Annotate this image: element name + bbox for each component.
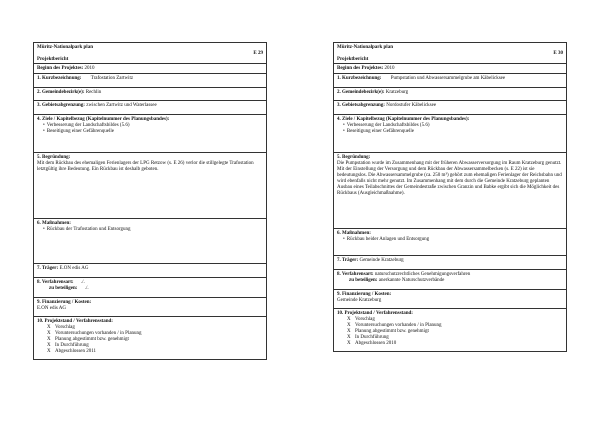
report-label: Projektbericht (337, 57, 369, 62)
project-start: Beginn des Projektes: 2010 (334, 63, 566, 73)
financing: E.ON edis AG (37, 306, 67, 311)
short-name: Pumpstation und Abwassersammelgrube am Käbelicksee (390, 76, 506, 81)
goal-item: • Verbesserung der Landschaftsbildes (5.6) (343, 123, 563, 129)
participants: ./. (84, 286, 89, 291)
section-3: 3. Gebietsabgrenzung: Nordostufer Käbelicksee (334, 100, 566, 114)
status-item: X In Durchführung (47, 343, 89, 348)
sheet-header (34, 43, 266, 63)
section-6: 6. Maßnahmen: • Rückbau der Trafostation und Entsorgung (34, 218, 266, 263)
goal-item: • Beseitigung einer Gefährenquelle (43, 129, 263, 135)
status-item: X Abgeschlossen 2010 (347, 341, 397, 346)
status-item: X Voruntersuchungen vorhanden / in Planung (47, 331, 142, 336)
section-5: 5. Begründung: Die Pumpstation wurde im Zusammenhang mit der früheren Abwasserversorgung im Raum Kratzeburg genutzt. Mit der Einstellung der Versorgung und dem Rückbau der Abwassersammelbecken (s. E 22) ist sie bedeutungslos. Die Abwassersammelgrube (ca. 250 m³) gehört zum ehemaligen Ferienlager der Reichsbahn und wird ebenfalls nicht mehr genutzt. Im Zusammenhang mit dem durch die Gemeinde Kratzeburg geplanten Ausbau eines Teilabschnittes der Gemeindestraße zwischen Granzin und Babke ergibt sich die Möglichkeit des Rückbaus (Ausgleichmaßnahme). (334, 152, 566, 228)
section-7: 7. Träger: E.ON edis AG (34, 263, 266, 277)
start-year: 2010 (84, 66, 95, 71)
status-item: X Abgeschlossen 2011 (47, 349, 97, 354)
status-item: X In Durchführung (347, 335, 389, 340)
sheet-header (334, 43, 566, 63)
procedure-type: ./. (80, 280, 85, 285)
area-boundary: zwischen Zartwitz und Waterlassee (86, 103, 157, 108)
section-8: 8. Verfahrensart: naturschutzrechtliches Genehmigungsverfahren zu beteiligen: anerkannte Naturschutzverbände (334, 269, 566, 289)
status-item: X Voruntersuchungen vorhanden / in Planung (347, 323, 442, 328)
section-2: 2. Gemeindebezirk(e): Rechlin (34, 87, 266, 100)
status-item: X Vorschlag (347, 317, 375, 322)
sponsor: Gemeinde Kratzeburg (359, 258, 404, 263)
section-8: 8. Verfahrensart: ./. zu beteiligen: ./. (34, 277, 266, 297)
section-10: 10. Projektstand / Verfahrensstand: X Vorschlag X Voruntersuchungen vorhanden / in Planung X Planung abgestimmt bzw. genehmigt X In Durchführung X Abgeschlossen 2011 (34, 316, 266, 359)
measure-item: • Rückbau der Trafostation und Entsorgung (43, 227, 263, 233)
goal-item: • Verbesserung der Landschaftsbildes (5.6) (43, 123, 263, 129)
project-sheet-e30 (333, 42, 567, 352)
measure-item: • Rückbau beider Anlagen und Entsorgung (343, 237, 563, 243)
section-3: 3. Gebietsabgrenzung: zwischen Zartwitz und Waterlassee (34, 100, 266, 114)
section-1: 1. Kurzbezeichnung: Pumpstation und Abwassersammelgrube am Käbelicksee (334, 73, 566, 87)
participants: anerkannte Naturschutzverbände (378, 278, 445, 283)
area-boundary: Nordostufer Käbelicksee (386, 103, 437, 108)
sheet-number: E 30 (553, 51, 563, 56)
project-sheet-e29 (33, 42, 267, 360)
financing: Gemeinde Kratzeburg (337, 298, 382, 303)
report-label: Projektbericht (37, 57, 69, 62)
section-9: 9. Finanzierung / Kosten: Gemeinde Kratzeburg (334, 289, 566, 308)
justification-text: Die Pumpstation wurde im Zusammenhang mit der früheren Abwasserversorgung im Raum Kratzeburg genutzt. Mit der Einstellung der Versorgung und dem Rückbau der Abwassersammelbecken (s. E 22) ist sie bedeutungslos. Die Abwassersammelgrube (ca. 250 m³) gehört zum ehemaligen Ferienlager der Reichsbahn und wird ebenfalls nicht mehr genutzt. Im Zusammenhang mit dem durch die Gemeinde Kratzeburg geplanten Ausbau eines Teilabschnittes der Gemeindestraße zwischen Granzin und Babke ergibt sich die Möglichkeit des Rückbaus (Ausgleichmaßnahme). (337, 161, 562, 196)
sheet-number: E 29 (253, 51, 263, 56)
org-title: Müritz-Nationalpark plan (37, 45, 93, 50)
municipality: Rechlin (85, 90, 102, 95)
status-item: X Vorschlag (47, 325, 75, 330)
org-title: Müritz-Nationalpark plan (337, 45, 393, 50)
sponsor: E.ON edis AG (59, 266, 89, 271)
procedure-type: naturschutzrechtliches Genehmigungsverfahren (374, 272, 471, 277)
start-year: 2010 (384, 66, 395, 71)
section-2: 2. Gemeindebezirk(e): Kratzeburg (334, 87, 566, 100)
project-start: Beginn des Projektes: 2010 (34, 63, 266, 73)
section-1: 1. Kurzbezeichnung: Trafostation Zartwitz (34, 73, 266, 87)
short-name: Trafostation Zartwitz (90, 76, 134, 81)
section-9: 9. Finanzierung / Kosten: E.ON edis AG (34, 297, 266, 316)
goal-item: • Beseitigung einer Gefährenquelle (343, 129, 563, 135)
section-6: 6. Maßnahmen: • Rückbau beider Anlagen und Entsorgung (334, 228, 566, 255)
section-5: 5. Begründung: Mit dem Rückbau des ehemaligen Ferienlagers der LPG Retzow (s. E 26) verlor die stillgelegte Trafostation letztgültig ihre Bedeutung. Ein Rückbau ist deshalb geboten. (34, 152, 266, 218)
status-item: X Planung abgestimmt bzw. genehmigt (47, 337, 129, 342)
section-10: 10. Projektstand / Verfahrensstand: X Vorschlag X Voruntersuchungen vorhanden / in Planung X Planung abgestimmt bzw. genehmigt X In Durchführung X Abgeschlossen 2010 (334, 308, 566, 351)
section-4: 4. Ziele / Kapitelbezug (Kapitelnummer des Planungsbandes): • Verbesserung der Landschaftsbildes (5.6) • Beseitigung einer Gefährenquelle (334, 114, 566, 152)
section-4: 4. Ziele / Kapitelbezug (Kapitelnummer des Planungsbandes): • Verbesserung der Landschaftsbildes (5.6) • Beseitigung einer Gefährenquelle (34, 114, 266, 152)
section-7: 7. Träger: Gemeinde Kratzeburg (334, 255, 566, 269)
municipality: Kratzeburg (385, 90, 409, 95)
justification-text: Mit dem Rückbau des ehemaligen Ferienlagers der LPG Retzow (s. E 26) verlor die stillgelegte Trafostation letztgültig ihre Bedeutung. Ein Rückbau ist deshalb geboten. (37, 161, 254, 172)
status-item: X Planung abgestimmt bzw. genehmigt (347, 329, 429, 334)
